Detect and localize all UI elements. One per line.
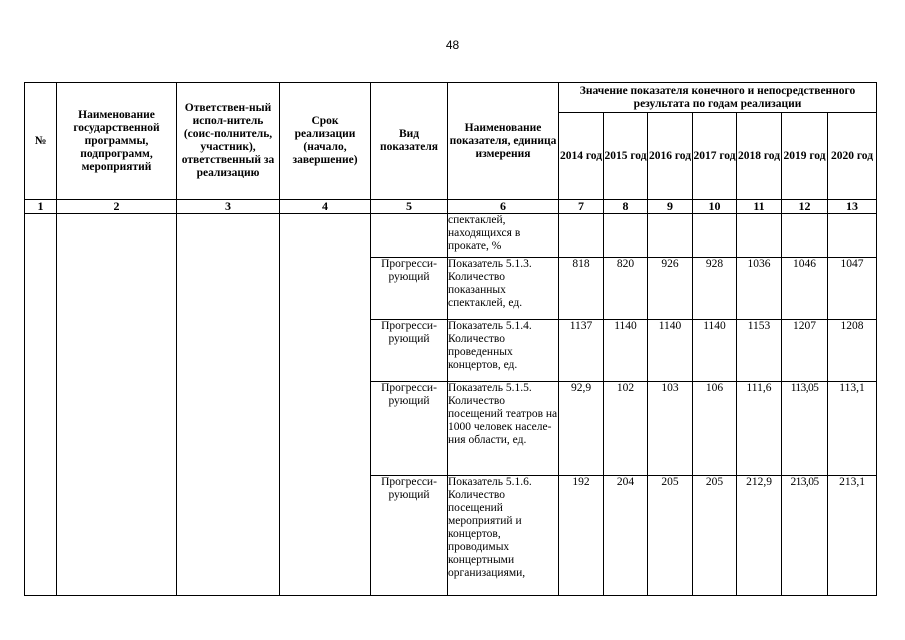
cell-indicator-kind: Прогресси-рующий bbox=[371, 476, 448, 596]
column-number: 4 bbox=[280, 200, 371, 214]
cell-indicator-name: Показатель 5.1.5. Количество посещений театров на 1000 человек населе-ния области, ед. bbox=[448, 382, 559, 476]
cell-value bbox=[693, 214, 737, 258]
cell-value: 212,9 bbox=[737, 476, 782, 596]
page-number: 48 bbox=[445, 38, 460, 52]
header-indicator-name: Наименование показателя, единица измерения bbox=[448, 83, 559, 200]
cell-indicator-kind: Прогресси-рующий bbox=[371, 382, 448, 476]
cell-value: 1140 bbox=[604, 320, 648, 382]
column-number: 13 bbox=[828, 200, 877, 214]
cell-value: 213,05 bbox=[782, 476, 828, 596]
cell-program-name bbox=[57, 214, 177, 596]
cell-period bbox=[280, 214, 371, 596]
cell-value: 205 bbox=[693, 476, 737, 596]
column-number: 8 bbox=[604, 200, 648, 214]
cell-value bbox=[604, 214, 648, 258]
cell-number bbox=[25, 214, 57, 596]
cell-indicator-kind bbox=[371, 214, 448, 258]
header-year: 2015 год bbox=[604, 113, 648, 200]
cell-value: 818 bbox=[559, 258, 604, 320]
cell-value: 111,6 bbox=[737, 382, 782, 476]
cell-value bbox=[737, 214, 782, 258]
cell-value: 1047 bbox=[828, 258, 877, 320]
cell-value: 1153 bbox=[737, 320, 782, 382]
header-indicator-kind: Вид показателя bbox=[371, 83, 448, 200]
cell-value: 192 bbox=[559, 476, 604, 596]
header-year: 2019 год bbox=[782, 113, 828, 200]
column-number: 3 bbox=[177, 200, 280, 214]
cell-value: 204 bbox=[604, 476, 648, 596]
cell-indicator-name: Показатель 5.1.6. Количество посещений мероприятий и концертов, проводимых концертными организациями, bbox=[448, 476, 559, 596]
header-period: Срок реализации (начало, завершение) bbox=[280, 83, 371, 200]
cell-value: 205 bbox=[648, 476, 693, 596]
cell-value bbox=[782, 214, 828, 258]
cell-indicator-kind: Прогресси-рующий bbox=[371, 320, 448, 382]
cell-indicator-name: Показатель 5.1.3. Количество показанных спектаклей, ед. bbox=[448, 258, 559, 320]
column-number: 9 bbox=[648, 200, 693, 214]
header-year: 2020 год bbox=[828, 113, 877, 200]
cell-value: 926 bbox=[648, 258, 693, 320]
column-number: 2 bbox=[57, 200, 177, 214]
column-number: 12 bbox=[782, 200, 828, 214]
header-year: 2016 год bbox=[648, 113, 693, 200]
cell-value: 106 bbox=[693, 382, 737, 476]
cell-value: 213,1 bbox=[828, 476, 877, 596]
column-number: 7 bbox=[559, 200, 604, 214]
column-number: 10 bbox=[693, 200, 737, 214]
cell-value: 102 bbox=[604, 382, 648, 476]
cell-indicator-name: Показатель 5.1.4. Количество проведенных концертов, ед. bbox=[448, 320, 559, 382]
cell-value: 1207 bbox=[782, 320, 828, 382]
cell-value: 1140 bbox=[693, 320, 737, 382]
header-year: 2018 год bbox=[737, 113, 782, 200]
cell-value: 1208 bbox=[828, 320, 877, 382]
table-row bbox=[25, 214, 877, 258]
header-program-name: Наименование государственной программы, подпрограмм, мероприятий bbox=[57, 83, 177, 200]
cell-indicator-kind: Прогресси-рующий bbox=[371, 258, 448, 320]
header-number: № bbox=[25, 83, 57, 200]
cell-value: 928 bbox=[693, 258, 737, 320]
column-number: 11 bbox=[737, 200, 782, 214]
cell-indicator-name: спектаклей, находящихся в прокате, % bbox=[448, 214, 559, 258]
cell-value: 103 bbox=[648, 382, 693, 476]
header-year: 2017 год bbox=[693, 113, 737, 200]
cell-value bbox=[559, 214, 604, 258]
cell-value: 1140 bbox=[648, 320, 693, 382]
cell-value bbox=[648, 214, 693, 258]
cell-value: 113,1 bbox=[828, 382, 877, 476]
cell-value: 1137 bbox=[559, 320, 604, 382]
column-number: 1 bbox=[25, 200, 57, 214]
cell-value: 820 bbox=[604, 258, 648, 320]
cell-value bbox=[828, 214, 877, 258]
header-year: 2014 год bbox=[559, 113, 604, 200]
indicators-table bbox=[24, 82, 877, 596]
column-number: 6 bbox=[448, 200, 559, 214]
cell-value: 1046 bbox=[782, 258, 828, 320]
cell-value: 1036 bbox=[737, 258, 782, 320]
cell-responsible bbox=[177, 214, 280, 596]
cell-value: 113,05 bbox=[782, 382, 828, 476]
cell-value: 92,9 bbox=[559, 382, 604, 476]
header-responsible: Ответствен-ный испол-нитель (соис-полнитель, участник), ответственный за реализацию bbox=[177, 83, 280, 200]
column-number: 5 bbox=[371, 200, 448, 214]
header-values-group: Значение показателя конечного и непосредственного результата по годам реализации bbox=[559, 83, 877, 113]
